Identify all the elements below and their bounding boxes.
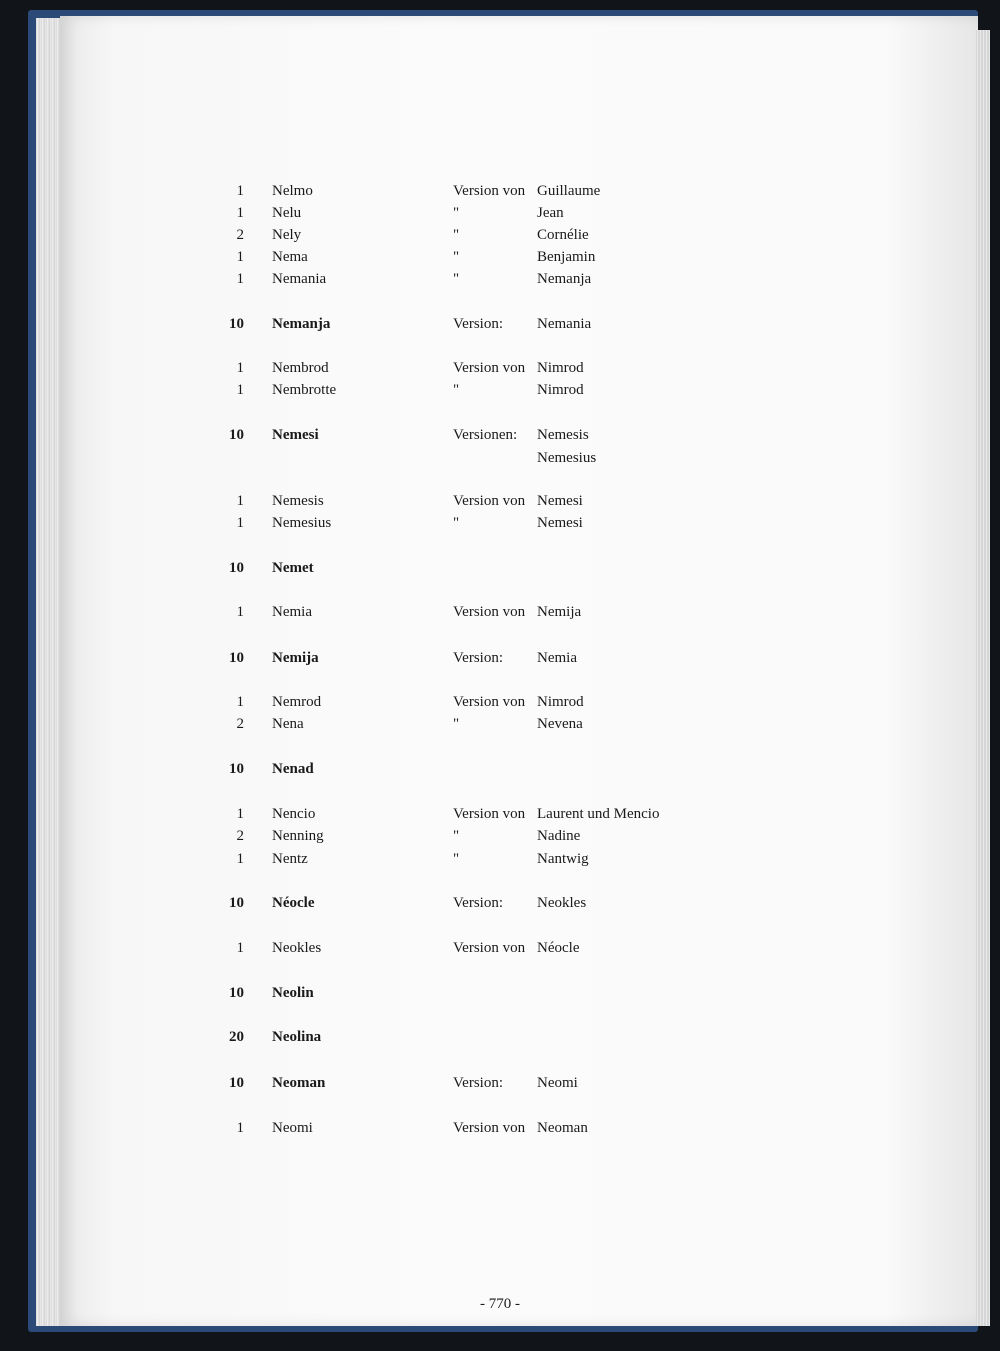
entry-row xyxy=(0,691,1000,713)
entry-row xyxy=(0,713,1000,735)
entry-name: Nencio xyxy=(272,806,316,822)
entry-version-value: Laurent und Mencio xyxy=(537,806,660,822)
entry-version-label: Version von xyxy=(453,694,526,710)
entry-name: Nemet xyxy=(272,560,314,576)
entry-name: Nentz xyxy=(272,851,308,867)
entry-name: Néocle xyxy=(272,895,315,911)
entry-version-label: " xyxy=(453,205,460,221)
entry-row xyxy=(0,758,1000,780)
entry-version-value: Nemija xyxy=(537,604,582,620)
entry-version-value: Nimrod xyxy=(537,360,584,376)
entry-count: 1 xyxy=(236,493,244,509)
entry-name: Nema xyxy=(272,249,308,265)
entry-version-value: Jean xyxy=(537,205,564,221)
entry-version-label: Version von xyxy=(453,806,526,822)
entry-row xyxy=(0,825,1000,847)
entry-row xyxy=(0,1072,1000,1094)
entry-version-value: Nevena xyxy=(537,716,583,732)
entry-row xyxy=(0,224,1000,246)
entry-row xyxy=(0,202,1000,224)
entry-count: 10 xyxy=(229,761,244,777)
entry-count: 1 xyxy=(236,183,244,199)
entry-count: 10 xyxy=(229,560,244,576)
entry-row xyxy=(0,246,1000,268)
entry-version-value: Nantwig xyxy=(537,851,589,867)
entry-version-label: " xyxy=(453,227,460,243)
entry-name: Nemia xyxy=(272,604,312,620)
entry-version-label: Version von xyxy=(453,493,526,509)
entry-count: 1 xyxy=(236,851,244,867)
entry-count: 1 xyxy=(236,604,244,620)
entry-version-value: Nemesi xyxy=(537,515,583,531)
entry-row xyxy=(0,557,1000,579)
entry-row xyxy=(0,490,1000,512)
entry-version-label: " xyxy=(453,271,460,287)
entry-version-value: Benjamin xyxy=(537,249,596,265)
entry-row xyxy=(0,357,1000,379)
entry-row xyxy=(0,848,1000,870)
entry-count: 1 xyxy=(236,382,244,398)
entry-version-value: Guillaume xyxy=(537,183,601,199)
entry-version-value: Nemanja xyxy=(537,271,592,287)
entry-count: 1 xyxy=(236,271,244,287)
entry-row xyxy=(0,892,1000,914)
entry-name: Neoman xyxy=(272,1075,326,1091)
entry-name: Nena xyxy=(272,716,304,732)
entry-name: Nemija xyxy=(272,650,319,666)
entry-version-label: Version: xyxy=(453,895,503,911)
entry-row xyxy=(0,447,1000,469)
entry-version-value: Nemesis xyxy=(537,427,589,443)
entry-row xyxy=(0,1117,1000,1139)
entry-version-label: Version von xyxy=(453,183,526,199)
entry-version-value: Neoman xyxy=(537,1120,588,1136)
entry-count: 10 xyxy=(229,316,244,332)
entry-version-label: Versionen: xyxy=(453,427,518,443)
entry-row xyxy=(0,268,1000,290)
entry-version-label: Version: xyxy=(453,316,503,332)
entry-version-label: " xyxy=(453,851,460,867)
entry-version-label: Version von xyxy=(453,940,526,956)
entry-count: 2 xyxy=(236,227,244,243)
entry-row xyxy=(0,313,1000,335)
entry-name: Nemrod xyxy=(272,694,322,710)
entry-count: 10 xyxy=(229,427,244,443)
entry-row xyxy=(0,647,1000,669)
entry-name: Nely xyxy=(272,227,302,243)
entry-version-value: Néocle xyxy=(537,940,580,956)
entry-version-label: " xyxy=(453,828,460,844)
entry-count: 10 xyxy=(229,985,244,1001)
entry-name: Neomi xyxy=(272,1120,313,1136)
entry-version-label: " xyxy=(453,515,460,531)
entry-version-label: " xyxy=(453,716,460,732)
entry-name: Nemesius xyxy=(272,515,332,531)
entry-version-label: Version von xyxy=(453,360,526,376)
entry-version-value: Nemesius xyxy=(537,450,597,466)
entry-row xyxy=(0,803,1000,825)
page-number: - 770 - xyxy=(480,1296,520,1312)
entry-count: 1 xyxy=(236,515,244,531)
entry-version-value: Nemania xyxy=(537,316,592,332)
entry-version-label: " xyxy=(453,382,460,398)
entry-version-value: Neokles xyxy=(537,895,587,911)
entry-version-value: Nemesi xyxy=(537,493,583,509)
entry-name: Nemanja xyxy=(272,316,331,332)
entry-count: 2 xyxy=(236,828,244,844)
entry-version-label: " xyxy=(453,249,460,265)
entry-count: 1 xyxy=(236,806,244,822)
entry-count: 2 xyxy=(236,716,244,732)
entry-row xyxy=(0,601,1000,623)
entry-count: 1 xyxy=(236,1120,244,1136)
entry-name: Nembrotte xyxy=(272,382,337,398)
entry-row xyxy=(0,937,1000,959)
entry-version-label: Version: xyxy=(453,1075,503,1091)
entry-name: Nemesi xyxy=(272,427,319,443)
entry-count: 10 xyxy=(229,650,244,666)
entry-name: Neokles xyxy=(272,940,322,956)
entry-version-label: Version von xyxy=(453,1120,526,1136)
entry-row xyxy=(0,512,1000,534)
entry-version-value: Cornélie xyxy=(537,227,589,243)
entry-name: Nelmo xyxy=(272,183,313,199)
entry-row xyxy=(0,1026,1000,1048)
entry-count: 1 xyxy=(236,205,244,221)
entry-name: Nemania xyxy=(272,271,327,287)
entry-name: Neolin xyxy=(272,985,314,1001)
entry-version-value: Nimrod xyxy=(537,382,584,398)
entry-version-value: Nemia xyxy=(537,650,577,666)
entry-row xyxy=(0,379,1000,401)
entry-version-label: Version von xyxy=(453,604,526,620)
entry-version-value: Nadine xyxy=(537,828,581,844)
entry-name: Nemesis xyxy=(272,493,324,509)
entry-count: 1 xyxy=(236,249,244,265)
entry-count: 1 xyxy=(236,940,244,956)
entry-name: Nelu xyxy=(272,205,302,221)
entry-count: 10 xyxy=(229,1075,244,1091)
entry-count: 20 xyxy=(229,1029,244,1045)
entry-name: Nenning xyxy=(272,828,324,844)
entry-count: 1 xyxy=(236,360,244,376)
entry-version-value: Neomi xyxy=(537,1075,578,1091)
entry-name: Nenad xyxy=(272,761,314,777)
entry-count: 1 xyxy=(236,694,244,710)
entry-row xyxy=(0,180,1000,202)
entry-version-label: Version: xyxy=(453,650,503,666)
entry-count: 10 xyxy=(229,895,244,911)
entry-name: Nembrod xyxy=(272,360,329,376)
entry-name: Neolina xyxy=(272,1029,322,1045)
entry-row xyxy=(0,982,1000,1004)
entry-row xyxy=(0,424,1000,446)
entry-version-value: Nimrod xyxy=(537,694,584,710)
